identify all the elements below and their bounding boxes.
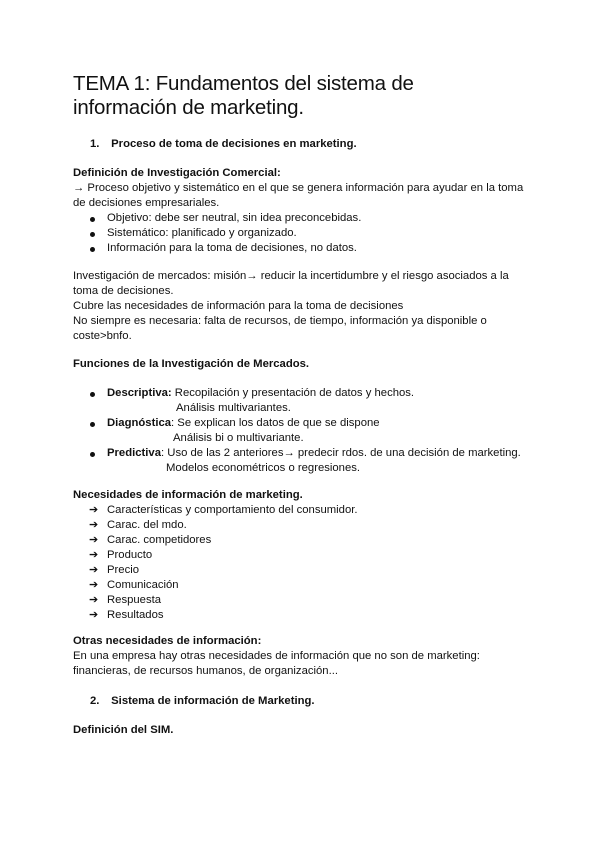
- definition-line-2: de decisiones empresariales.: [73, 197, 220, 209]
- definition-bullets: [73, 211, 361, 256]
- list-item: ➔ Resultados: [89, 609, 164, 621]
- other-needs-heading: Otras necesidades de información:: [73, 635, 262, 647]
- arrow-right-icon: ➔: [89, 519, 99, 531]
- arrow-right-icon: ➔: [89, 609, 99, 621]
- function-term: Diagnóstica: [107, 417, 172, 429]
- list-item: ➔ Comunicación: [89, 579, 179, 591]
- arrow-right-icon: ➔: [89, 534, 99, 546]
- needs-list: [73, 503, 358, 623]
- functions-heading: Funciones de la Investigación de Mercados.: [73, 358, 310, 370]
- definition-heading: Definición de Investigación Comercial:: [73, 167, 281, 179]
- list-item: ➔ Respuesta: [89, 594, 162, 606]
- list-item: Sistemático: planificado y organizado.: [73, 226, 361, 241]
- section-1-label: Proceso de toma de decisiones en marketing.: [111, 138, 357, 150]
- bullet-icon: [90, 247, 95, 252]
- definition-text: [73, 181, 533, 211]
- list-item: Objetivo: debe ser neutral, sin idea preconcebidas.: [73, 211, 361, 226]
- document-title: [73, 72, 553, 120]
- list-item: ➔ Carac. competidores: [89, 534, 212, 546]
- needs-heading: Necesidades de información de marketing.: [73, 489, 303, 501]
- definition-line-1: → Proceso objetivo y sistemático en el que se genera información para ayudar en la toma: [73, 182, 524, 194]
- function-term: Descriptiva:: [107, 387, 172, 399]
- arrow-right-icon: ➔: [89, 504, 99, 516]
- list-item: ➔ Precio: [89, 564, 140, 576]
- function-term: Predictiva: [107, 447, 162, 459]
- bullet-icon: [90, 217, 95, 222]
- list-item: ➔ Carac. del mdo.: [89, 519, 187, 531]
- list-item: Descriptiva: Recopilación y presentación de datos y hechos. Análisis multivariantes.: [73, 386, 521, 416]
- other-needs-text: En una empresa hay otras necesidades de información que no son de marketing: financieras, de recursos humanos, de organización...: [73, 650, 480, 677]
- arrow-right-icon: ➔: [89, 564, 99, 576]
- bullet-icon: [90, 392, 95, 397]
- list-item: Información para la toma de decisiones, no datos.: [73, 241, 361, 256]
- list-item: Predictiva: Uso de las 2 anteriores→ predecir rdos. de una decisión de marketing. Modelos econométricos o regresiones.: [73, 446, 521, 476]
- list-item: ➔ Características y comportamiento del consumidor.: [89, 504, 358, 516]
- bullet-icon: [90, 422, 95, 427]
- arrow-right-icon: ➔: [89, 549, 99, 561]
- bullet-icon: [90, 452, 95, 457]
- section-2-heading: [90, 694, 315, 709]
- section-1-heading: [90, 137, 357, 152]
- bullet-icon: [90, 232, 95, 237]
- title-line-2: información de marketing.: [73, 96, 304, 119]
- arrow-right-icon: ➔: [89, 579, 99, 591]
- arrow-right-icon: ➔: [89, 594, 99, 606]
- functions-list: [73, 386, 521, 476]
- list-item: Diagnóstica: Se explican los datos de que se dispone Análisis bi o multivariante.: [73, 416, 521, 446]
- section-2-number: 2.: [90, 695, 100, 707]
- title-line-1: TEMA 1: Fundamentos del sistema de: [73, 72, 414, 95]
- list-item: ➔ Producto: [89, 549, 153, 561]
- market-research-text: Investigación de mercados: misión→ reducir la incertidumbre y el riesgo asociados a la toma de decisiones. Cubre las necesidades de información para la toma de decisiones No siempre es necesaria: falta de recursos, de tiempo, información ya disponible o coste>bnfo.: [73, 270, 509, 342]
- sim-heading: Definición del SIM.: [73, 724, 174, 736]
- section-2-label: Sistema de información de Marketing.: [111, 695, 315, 707]
- section-1-number: 1.: [90, 138, 100, 150]
